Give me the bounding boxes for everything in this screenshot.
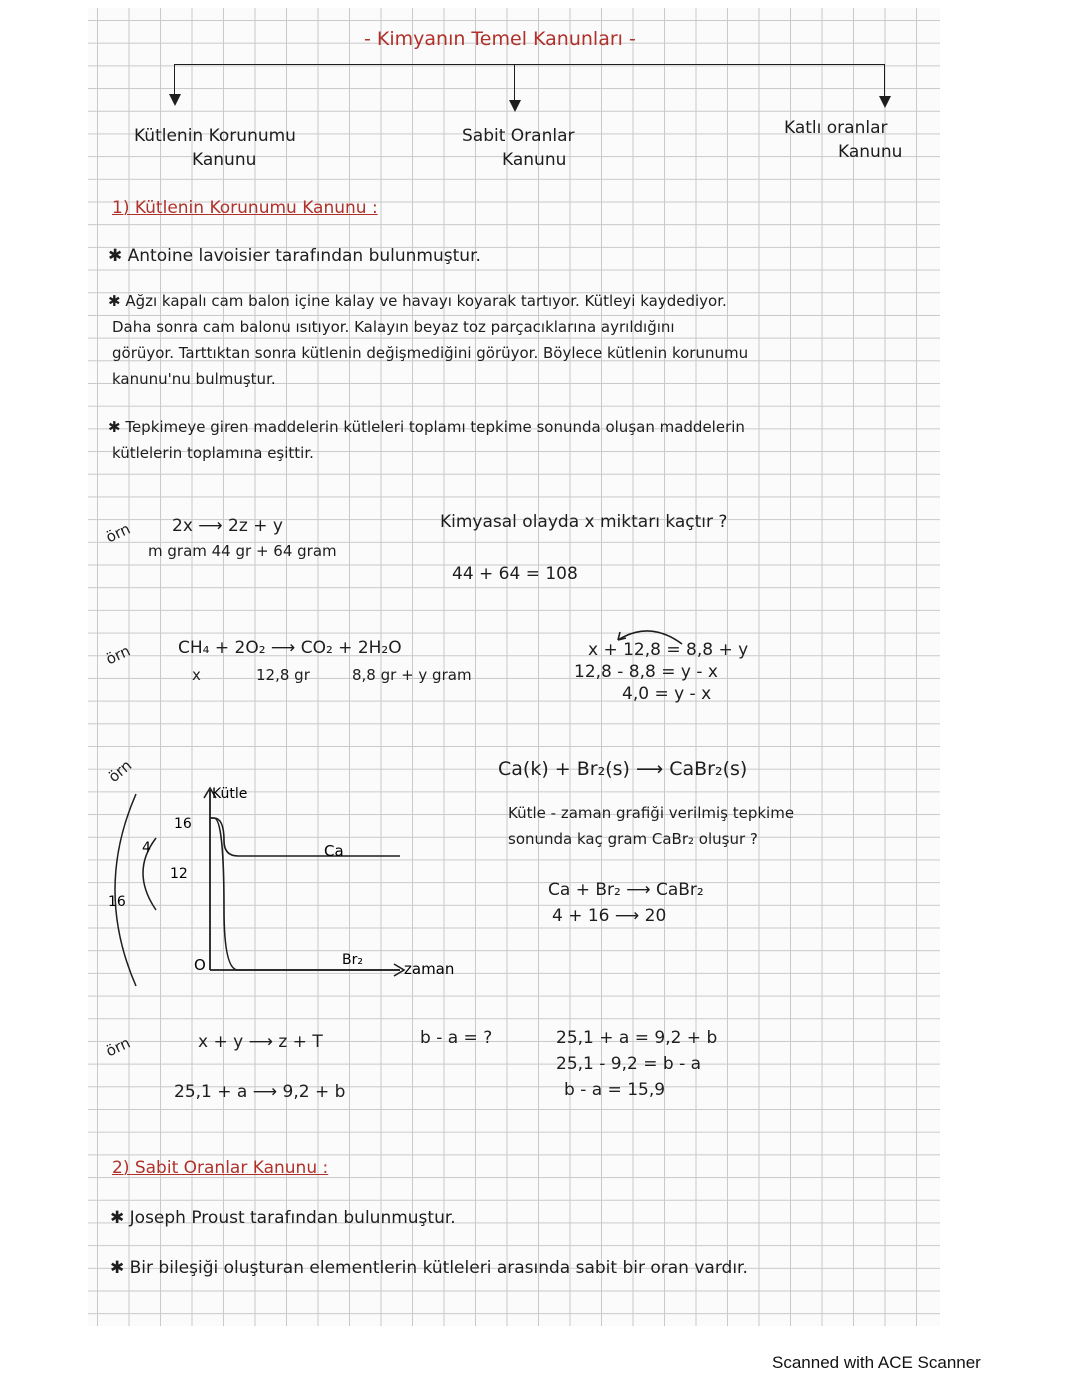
example-label: örn	[103, 1033, 134, 1061]
ex2-masses-right: 8,8 gr + y gram	[352, 666, 472, 684]
branch-2-line1: Sabit Oranlar	[462, 126, 575, 146]
section-1-bullet-2-line-3: görüyor. Tarttıktan sonra kütlenin değişmediğini görüyor. Böylece kütlenin korunumu	[112, 344, 749, 362]
brace-16-label: 16	[108, 894, 126, 910]
ex3-equation: Ca(k) + Br₂(s) ⟶ CaBr₂(s)	[498, 758, 748, 780]
tick-12-label: 12	[170, 866, 188, 882]
tree-branch-line-middle	[514, 64, 515, 100]
ex3-question-line-2: sonunda kaç gram CaBr₂ oluşur ?	[508, 830, 758, 848]
scanner-watermark: Scanned with ACE Scanner	[772, 1353, 981, 1372]
section-2-bullet-1: ✱ Joseph Proust tarafından bulunmuştur.	[110, 1208, 456, 1228]
ex4-masses: 25,1 + a ⟶ 9,2 + b	[174, 1082, 346, 1102]
y-axis-label: Kütle	[212, 786, 248, 802]
origin-label: O	[194, 956, 206, 974]
ex2-calc-line-1: x + 12,8 = 8,8 + y	[588, 640, 749, 660]
branch-3-line1: Katlı oranlar	[784, 118, 888, 138]
tick-16-label: 16	[174, 816, 192, 832]
ex3-solution-line-1: Ca + Br₂ ⟶ CaBr₂	[548, 880, 704, 900]
ex2-calc-line-2: 12,8 - 8,8 = y - x	[574, 662, 718, 682]
ex4-calc-line-2: 25,1 - 9,2 = b - a	[556, 1054, 702, 1074]
curve-ca-label: Ca	[324, 842, 344, 860]
ex2-mass-o2: 12,8 gr	[256, 666, 310, 684]
section-1-bullet-3-line-2: kütlelerin toplamına eşittir.	[112, 444, 314, 462]
section-1-bullet-1: ✱ Antoine lavoisier tarafından bulunmuştur.	[108, 246, 481, 266]
x-axis-label: zaman	[404, 960, 455, 978]
branch-2-line2: Kanunu	[502, 150, 567, 170]
arrow-down-icon	[879, 96, 891, 108]
ex4-question: b - a = ?	[420, 1028, 493, 1048]
example-label: örn	[103, 519, 134, 547]
page-title: - Kimyanın Temel Kanunları -	[364, 28, 636, 50]
branch-3-line2: Kanunu	[838, 142, 903, 162]
brace-16	[115, 794, 136, 986]
curve-br2-label: Br₂	[342, 952, 363, 968]
branch-1-line2: Kanunu	[192, 150, 257, 170]
section-1-bullet-2-line-1: ✱ Ağzı kapalı cam balon içine kalay ve havayı koyarak tartıyor. Kütleyi kaydediyor.	[108, 292, 727, 310]
ex4-reaction: x + y ⟶ z + T	[198, 1032, 323, 1052]
section-1-bullet-3-line-1: ✱ Tepkimeye giren maddelerin kütleleri toplamı tepkime sonunda oluşan maddelerin	[108, 418, 745, 436]
ex2-calc-line-3: 4,0 = y - x	[622, 684, 712, 704]
ex3-solution-line-2: 4 + 16 ⟶ 20	[552, 906, 667, 926]
curve-ca	[210, 818, 400, 856]
ex1-masses: m gram 44 gr + 64 gram	[148, 542, 337, 560]
tree-branch-line-right	[884, 64, 885, 96]
ex1-answer: 44 + 64 = 108	[452, 564, 578, 584]
section-2-bullet-2: ✱ Bir bileşiği oluşturan elementlerin kütleleri arasında sabit bir oran vardır.	[110, 1258, 748, 1278]
ex2-reaction: CH₄ + 2O₂ ⟶ CO₂ + 2H₂O	[178, 638, 402, 658]
example-label: örn	[104, 756, 136, 786]
ex1-question: Kimyasal olayda x miktarı kaçtır ?	[440, 512, 728, 532]
section-1-bullet-2-line-4: kanunu'nu bulmuştur.	[112, 370, 276, 388]
ex4-calc-line-1: 25,1 + a = 9,2 + b	[556, 1028, 718, 1048]
arrow-down-icon	[509, 100, 521, 112]
ex3-question-line-1: Kütle - zaman grafiği verilmiş tepkime	[508, 804, 795, 822]
ex4-calc-line-3: b - a = 15,9	[564, 1080, 666, 1100]
brace-4-label: 4	[142, 840, 151, 856]
tree-horizontal-line	[174, 64, 884, 65]
ex2-mass-x: x	[192, 666, 201, 684]
section-1-heading: 1) Kütlenin Korunumu Kanunu :	[112, 198, 378, 218]
arrow-down-icon	[169, 94, 181, 106]
tree-branch-line-left	[174, 64, 175, 94]
ex1-reaction: 2x ⟶ 2z + y	[172, 516, 283, 536]
branch-1-line1: Kütlenin Korunumu	[134, 126, 296, 146]
section-2-heading: 2) Sabit Oranlar Kanunu :	[112, 1158, 329, 1178]
curve-br2	[210, 818, 400, 970]
section-1-bullet-2-line-2: Daha sonra cam balonu ısıtıyor. Kalayın beyaz toz parçacıklarına ayrıldığını	[112, 318, 675, 336]
example-label: örn	[103, 641, 134, 669]
mass-time-graph	[100, 756, 520, 990]
